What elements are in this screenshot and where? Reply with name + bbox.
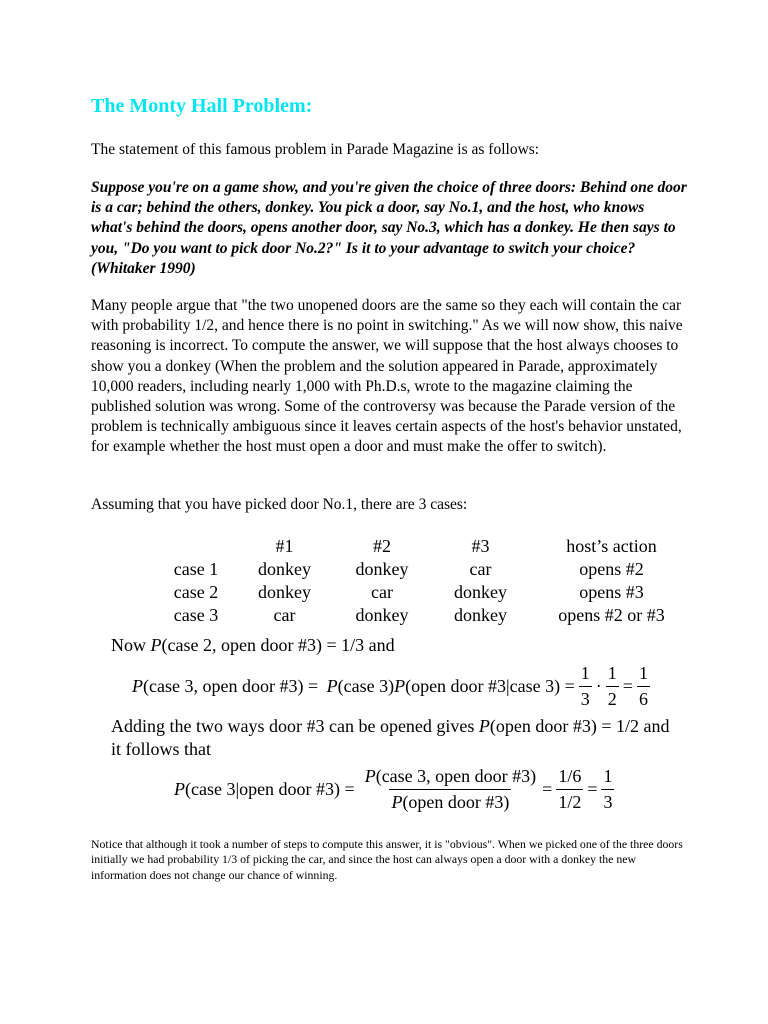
math-operator: = [587,779,598,799]
problem-quote: Suppose you're on a game show, and you're given the choice of three doors: Behind one door is a car; behind the others, donkey. You pick a door, say No.1, and the host, who knows what's behind the doors, opens another door, say No.3, which has a donkey. He then says to you, "Do you want to pick door No.2?" Is it to your advantage to switch your choice? (Whitaker 1990) [91,179,687,277]
cases-table-header [160,535,689,558]
table-row [160,558,689,581]
math-var: P [150,635,162,655]
equation-2 [174,766,618,813]
math-text: (case 3, open door #3) [375,766,537,786]
table-cell: donkey [454,582,507,602]
table-cell: case 3 [173,605,219,625]
equation-1 [132,663,654,710]
fraction-denominator [389,789,511,813]
fraction-numerator: 1 [638,663,648,683]
fraction-numerator: 1 [580,663,590,683]
header-cell: #3 [471,536,490,556]
fraction [601,766,614,813]
fraction-denominator: 1/2 [556,789,583,813]
table-cell: donkey [355,559,409,579]
table-cell: car [469,559,492,579]
table-cell: car [273,605,296,625]
header-cell: #1 [275,536,294,556]
assumption-paragraph: Assuming that you have picked door No.1, there are 3 cases: [91,496,468,513]
notice-paragraph: Notice that although it took a number of steps to compute this answer, it is "obvious". When we picked one of the three doors initially we had probability 1/3 of picking the car, and since the host can always open a door with a donkey the new information does not change our chance of winning. [91,837,683,882]
fraction [637,663,650,710]
math-text: (open door #3) = 1/2 and [489,716,670,736]
fraction-numerator [363,766,538,789]
math-line-1 [111,635,395,656]
fraction-denominator: 3 [579,686,592,710]
header-cell: #2 [373,536,391,556]
fraction-denominator: 3 [601,789,614,813]
math-line-3b: it follows that [111,739,211,759]
fraction [606,663,619,710]
table-cell: case 2 [173,582,219,602]
math-operator: = [542,779,553,799]
fraction [579,663,592,710]
table-cell: opens #2 or #3 [558,605,665,625]
math-operator: = [622,676,633,696]
fraction-denominator: 6 [637,686,650,710]
table-row [160,581,689,604]
argument-paragraph: Many people argue that "the two unopened doors are the same so they each will contain the car with probability 1/2, and hence there is no point in switching." As we will now show, this naive reasoning is incorrect. To compute the answer, we will suppose that the host always chooses to show you a donkey (When the problem and the solution appeared in Parade, approximately 10,000 readers, including nearly 1,000 with Ph.D.s, wrote to the magazine claiming the published solution was wrong. Some of the controversy was because the Parade version of the problem is technically ambiguous since it leaves certain aspects of the host's behavior unstated, for example whether the host must open a door and must make the offer to switch). [91,297,683,456]
table-cell: case 1 [173,559,219,579]
math-var: P [391,792,403,812]
intro-paragraph: The statement of this famous problem in Parade Magazine is as follows: [91,141,540,158]
cases-table [160,535,689,627]
math-text: Adding the two ways door #3 can be opened gives [111,716,479,736]
math-text: (case 3, open door #3) = [143,676,323,696]
table-cell: car [371,582,393,602]
fraction-numerator: 1/6 [558,766,582,786]
header-cell: host’s action [566,536,657,556]
fraction-numerator: 1 [607,663,617,683]
fraction [556,766,583,813]
table-cell: donkey [355,605,409,625]
math-var: P [478,716,490,736]
math-var: P [394,676,406,696]
math-text: Now [111,635,151,655]
math-text: (open door #3) [402,792,510,812]
table-cell: opens #2 [579,559,644,579]
table-row [160,604,689,627]
math-var: P [326,676,338,696]
table-cell: donkey [454,605,507,625]
header-cell [160,535,232,558]
table-cell: donkey [258,559,311,579]
table-cell: donkey [258,582,311,602]
math-text: (case 2, open door #3) = 1/3 and [161,635,395,655]
math-text: (case 3) [337,676,395,696]
math-text: (open door #3|case 3) = [405,676,575,696]
math-var: P [364,766,376,786]
math-operator: · [595,676,602,696]
math-text: (case 3|open door #3) = [185,779,355,799]
fraction [363,766,538,813]
fraction-numerator: 1 [603,766,613,786]
math-var: P [174,779,185,799]
math-line-3a [111,716,670,737]
page-title: The Monty Hall Problem: [91,95,313,117]
math-var: P [132,676,143,696]
fraction-denominator: 2 [606,686,619,710]
table-cell: opens #3 [579,582,644,602]
